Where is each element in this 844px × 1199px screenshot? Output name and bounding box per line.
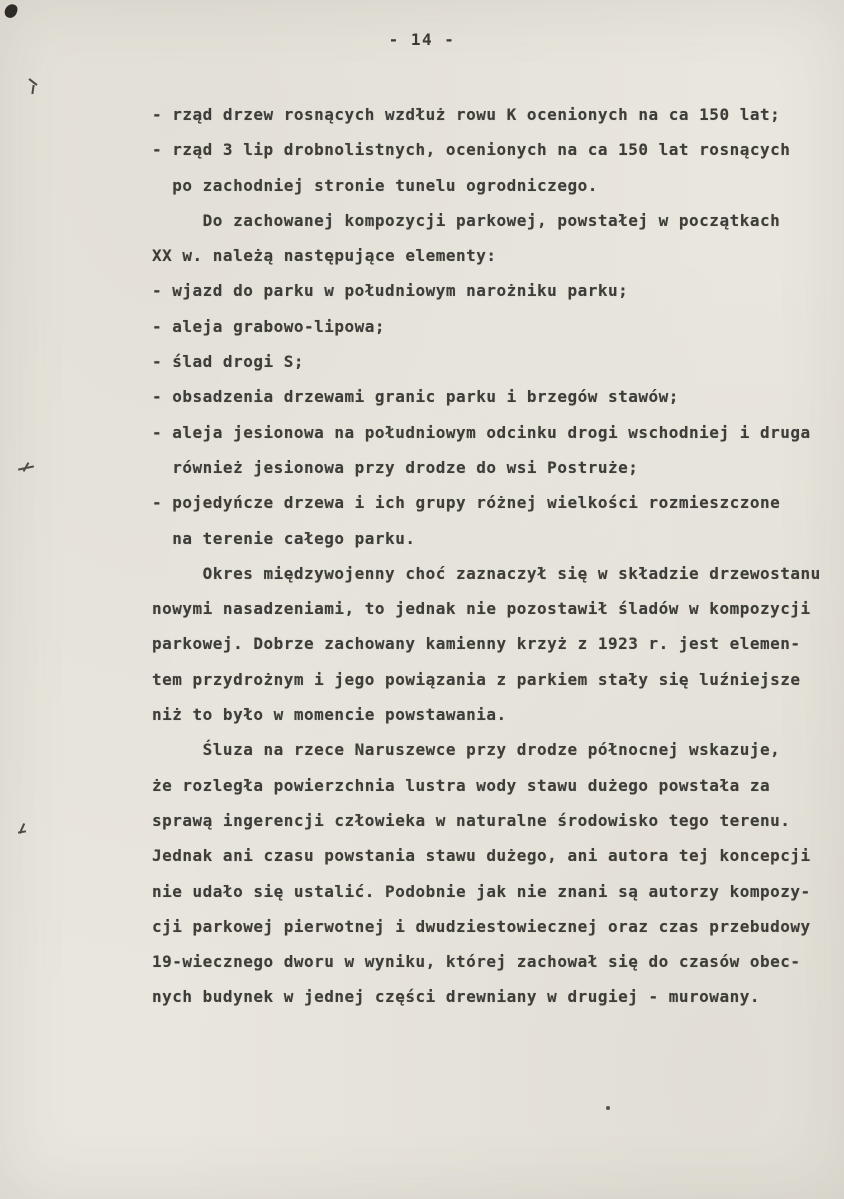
text-line: - pojedyńcze drzewa i ich grupy różnej wielkości rozmieszczone	[152, 493, 781, 513]
scan-mark-bottom	[18, 822, 28, 836]
page-number: - 14 -	[388, 30, 456, 49]
text-line: - aleja jesionowa na południowym odcinku drogi wschodniej i druga	[152, 422, 811, 442]
text-line: 19-wiecznego dworu w wyniku, której zachował się do czasów obec-	[152, 952, 801, 972]
text-line: nowymi nasadzeniami, to jednak nie pozostawił śladów w kompozycji	[152, 599, 811, 619]
text-line: - wjazd do parku w południowym narożniku parku;	[152, 281, 629, 301]
ink-speck-bottom	[606, 1106, 610, 1110]
text-line: nie udało się ustalić. Podobnie jak nie znani są autorzy kompozy-	[152, 881, 811, 901]
text-line: - rząd 3 lip drobnolistnych, ocenionych na ca 150 lat rosnących	[152, 140, 791, 160]
text-line: cji parkowej pierwotnej i dwudziestowiecznej oraz czas przebudowy	[152, 916, 811, 936]
ink-speck-corner	[3, 2, 19, 19]
text-line: XX w. należą następujące elementy:	[152, 246, 497, 266]
text-line: Jednak ani czasu powstania stawu dużego, ani autora tej koncepcji	[152, 846, 811, 866]
text-line: na terenie całego parku.	[152, 528, 416, 548]
text-line: również jesionowa przy drodze do wsi Postruże;	[152, 457, 639, 477]
text-line: - rząd drzew rosnących wzdłuż rowu K ocenionych na ca 150 lat;	[152, 105, 781, 124]
text-line: po zachodniej stronie tunelu ogrodniczego.	[152, 175, 598, 195]
document-body	[152, 97, 842, 1015]
text-line: - obsadzenia drzewami granic parku i brzegów stawów;	[152, 387, 679, 407]
text-line: Okres międzywojenny choć zaznaczył się w składzie drzewostanu	[152, 563, 821, 583]
text-line: parkowej. Dobrze zachowany kamienny krzyż z 1923 r. jest elemen-	[152, 634, 801, 654]
text-line: Śluza na rzece Naruszewce przy drodze północnej wskazuje,	[152, 740, 781, 760]
scan-mark-top	[26, 80, 40, 94]
text-line: niż to było w momencie powstawania.	[152, 705, 507, 725]
text-line: - aleja grabowo-lipowa;	[152, 316, 386, 336]
text-line: Do zachowanej kompozycji parkowej, powstałej w początkach	[152, 210, 781, 230]
text-line: - ślad drogi S;	[152, 352, 304, 372]
text-line: nych budynek w jednej części drewniany w drugiej - murowany.	[152, 987, 760, 1007]
text-line: sprawą ingerencji człowieka w naturalne środowisko tego terenu.	[152, 810, 791, 830]
scan-mark-middle	[18, 460, 36, 474]
text-line: tem przydrożnym i jego powiązania z parkiem stały się luźniejsze	[152, 669, 801, 689]
text-line: że rozległa powierzchnia lustra wody stawu dużego powstała za	[152, 775, 771, 795]
